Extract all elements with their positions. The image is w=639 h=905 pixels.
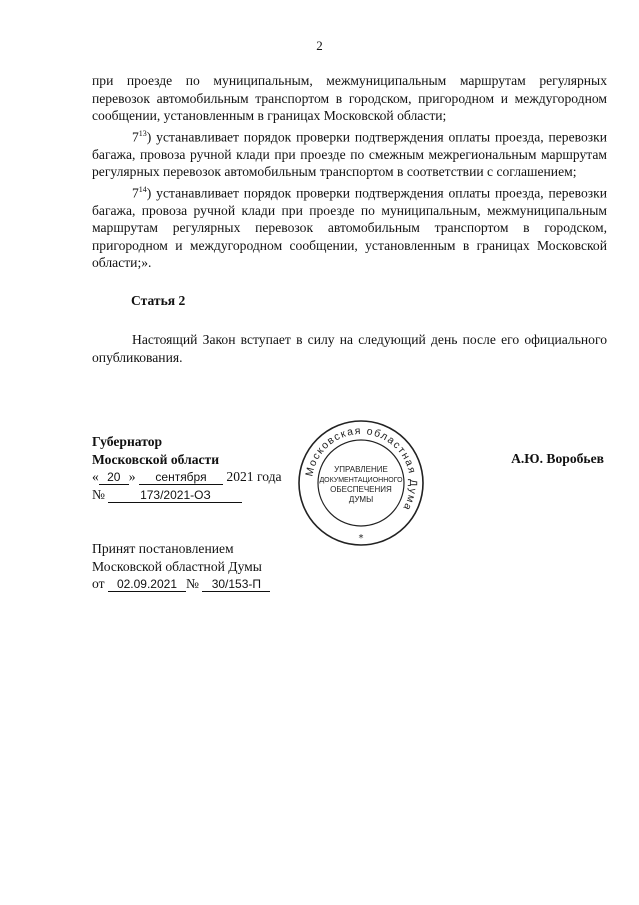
adoption-line-3 [92,575,270,593]
stamp-center-line-1: УПРАВЛЕНИЕ [334,465,388,474]
adoption-number-label: № [185,576,199,591]
paragraph-3 [92,181,607,272]
number-label: № [92,487,105,502]
item-number: 7 [132,185,139,201]
official-stamp [296,418,426,548]
role-line-1: Губернатор [92,434,163,449]
article-title: Статья 2 [131,293,186,308]
stamp-center-line-2: ДОКУМЕНТАЦИОННОГО [319,477,403,484]
paragraph-2 [92,125,607,181]
stamp-star-icon: * [358,533,364,544]
adoption-date: 02.09.2021 [108,577,186,592]
stamp-center-line-3: ОБЕСПЕЧЕНИЯ [330,485,392,494]
page-number: 2 [316,38,323,53]
article-body: Настоящий Закон вступает в силу на следующий день после его официального опубликования. [92,332,607,365]
year-value: 2021 года [226,469,282,484]
signatory-name: А.Ю. Воробьев [511,451,604,466]
body-text [92,72,607,272]
number-value: 173/2021-ОЗ [108,488,242,503]
signatory-role [92,433,219,468]
article-text [92,331,607,367]
item-superscript: 14 [138,184,147,194]
adoption-number: 30/153-П [202,577,270,592]
quote-open: « [92,469,99,484]
item-text: ) устанавливает порядок проверки подтверждения оплаты проезда, перевозки багажа, провоза ручной клади при проезде по смежным межрегиональным маршрутам регулярных перевозок автомобильным транспортом в соответствии с соглашением; [92,129,607,180]
adoption-line-1: Принят постановлением [92,541,234,556]
day-value: 20 [99,470,129,485]
stamp-ring-text: Московская областная Дума [303,424,420,514]
item-superscript: 13 [138,128,147,138]
signing-date [92,469,282,485]
item-text: ) устанавливает порядок проверки подтверждения оплаты проезда, перевозки багажа, провоза ручной клади при проезде по муниципальным, межмуниципальным маршрутам регулярных перевозок автомобильным транспортом в городском, пригородном и междугородном сообщении, установленным в границах Московской области;». [92,185,607,271]
from-label: от [92,576,105,591]
role-line-2: Московской области [92,451,220,467]
adoption-line-2: Московской областной Думы [92,558,262,574]
paragraph-1: при проезде по муниципальным, межмуниципальным маршрутам регулярных перевозок автомобильным транспортом в городском, пригородном и междугородном сообщении, установленным в границах Московской области; [92,73,607,123]
month-value: сентября [139,470,223,485]
item-number: 7 [132,129,139,145]
quote-close: » [128,469,136,484]
law-number [92,487,242,503]
stamp-center-line-4: ДУМЫ [348,495,374,504]
adoption-note [92,540,270,593]
